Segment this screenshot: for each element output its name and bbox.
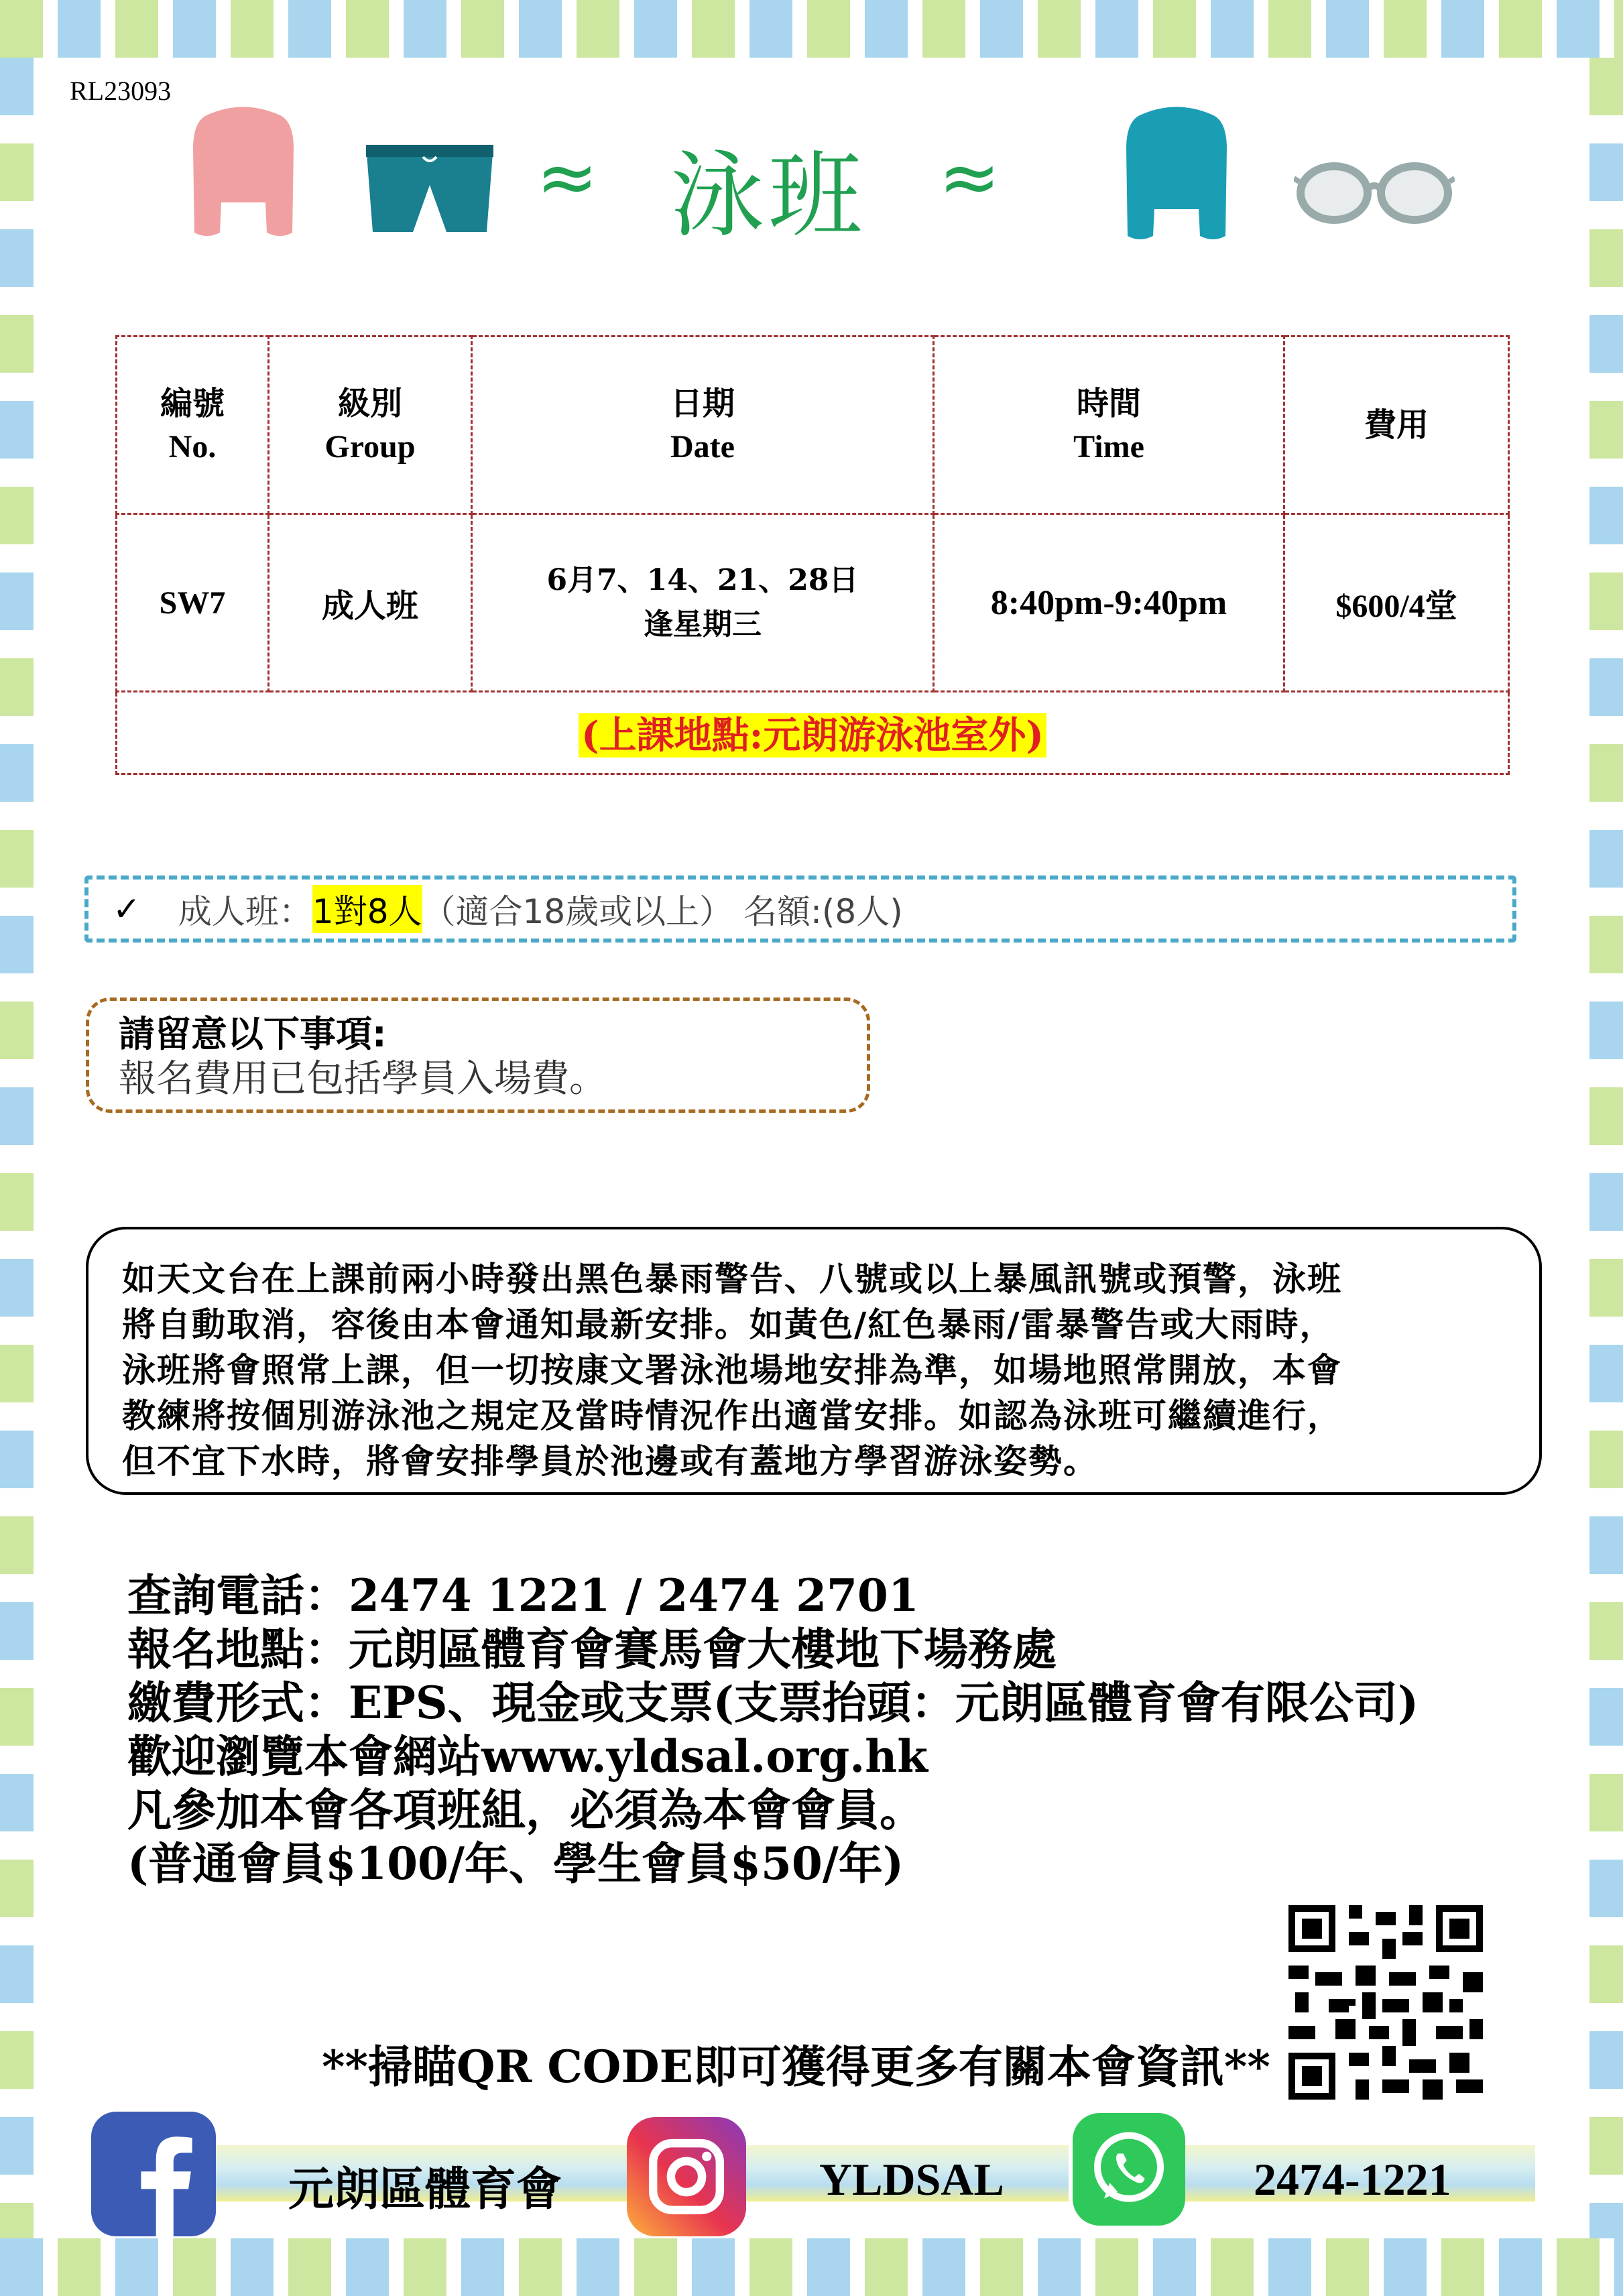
contact-membership: 凡參加本會各項班組，必須為本會會員。 [127,1784,924,1836]
table-row [117,514,1509,692]
facebook-icon[interactable] [91,2112,216,2236]
cell-time: 8:40pm-9:40pm [934,514,1284,692]
weather-line: 但不宜下水時，將會安排學員於池邊或有蓋地方學習游泳姿勢。 [122,1441,1098,1481]
whatsapp-number[interactable]: 2474-1221 [1254,2154,1451,2205]
notice-box [86,998,870,1113]
facebook-name[interactable]: 元朗區體育會 [288,2163,562,2216]
weather-policy-box [86,1227,1542,1495]
contact-phone: 查詢電話：2474 1221 / 2474 2701 [127,1569,919,1622]
table-header-row [117,337,1509,514]
title-wave-left: ≈ [536,134,599,220]
notice-title: 請留意以下事項: [119,1013,387,1055]
contact-fees: (普通會員$100/年、學生會員$50/年) [127,1837,904,1890]
left-border [0,58,58,2238]
check-icon: ✓ [113,890,141,928]
schedule-table [115,335,1510,775]
header-fee: 費用 [1284,337,1509,514]
contact-payment: 繳費形式：EPS、現金或支票(支票抬頭：元朗區體育會有限公司) [127,1677,1419,1729]
kickboard-pink-icon [180,102,307,249]
top-border [0,0,1623,58]
qr-caption: **掃瞄QR CODE即可獲得更多有關本會資訊** [322,2041,1270,2093]
location-text: (上課地點:元朗游泳池室外) [579,713,1046,758]
header-time: 時間 Time [934,337,1284,514]
instagram-name[interactable]: YLDSAL [819,2154,1004,2205]
page-title: 泳班 [670,141,867,251]
location-row [117,692,1509,774]
contact-website[interactable]: 歡迎瀏覽本會網站www.yldsal.org.hk [127,1730,928,1783]
cell-group: 成人班 [269,514,472,692]
right-border [1565,58,1623,2238]
cell-date: 6月7、14、21、28日 逢星期三 [472,514,934,692]
kickboard-teal-icon [1113,102,1240,253]
header-group: 級別 Group [269,337,472,514]
quota-box [84,875,1516,943]
header-no: 編號 No. [117,337,269,514]
quota-suffix: （適合18歲或以上） 名額:(8人) [422,892,903,931]
quota-prefix: 成人班： [178,892,312,931]
weather-line: 泳班將會照常上課，但一切按康文署泳池場地安排為準，如場地照常開放，本會 [122,1350,1342,1390]
cell-fee: $600/4堂 [1284,514,1509,692]
contact-location: 報名地點：元朗區體育會賽馬會大樓地下場務處 [127,1623,1057,1675]
weather-line: 如天文台在上課前兩小時發出黑色暴雨警告、八號或以上暴風訊號或預警，泳班 [122,1259,1342,1298]
swim-shorts-icon [359,138,500,239]
quota-ratio: 1對8人 [312,885,422,933]
header-date: 日期 Date [472,337,934,514]
bottom-border [0,2238,1623,2296]
notice-body: 報名費用已包括學員入場費。 [119,1057,607,1101]
qr-code-icon[interactable] [1288,1905,1483,2100]
instagram-icon[interactable] [627,2117,746,2236]
weather-line: 將自動取消，容後由本會通知最新安排。如黃色/紅色暴雨/雷暴警告或大雨時， [122,1305,1335,1344]
contact-info [127,1569,1419,1890]
weather-line: 教練將按個別游泳池之規定及當時情況作出適當安排。如認為泳班可繼續進行， [122,1396,1342,1435]
whatsapp-icon[interactable] [1073,2113,1185,2226]
goggles-icon [1294,152,1455,232]
location-cell [117,692,1509,774]
document-code: RL23093 [70,76,172,106]
cell-no: SW7 [117,514,269,692]
title-wave-right: ≈ [939,134,1001,220]
